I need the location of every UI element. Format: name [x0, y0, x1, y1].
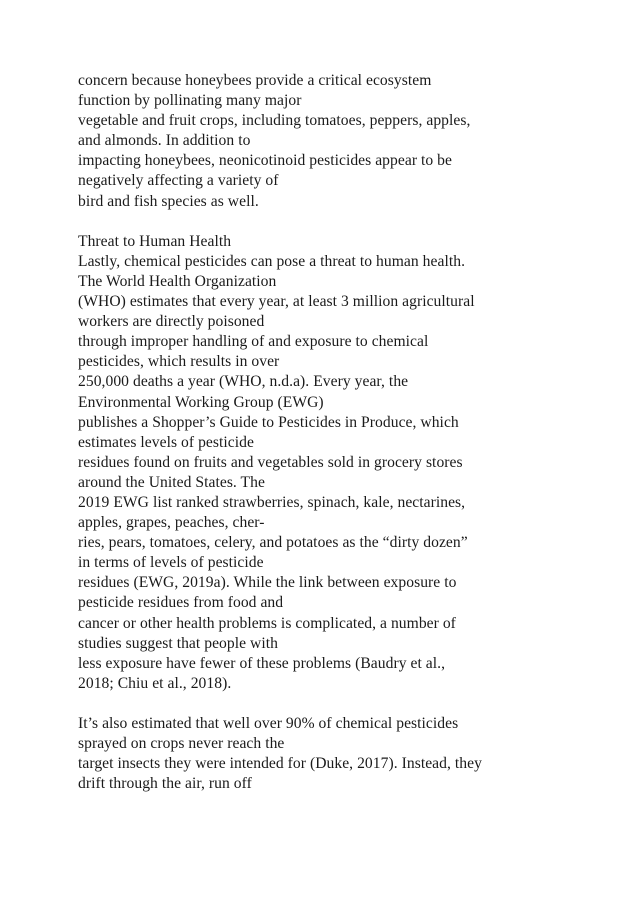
text-line: workers are directly poisoned: [78, 313, 265, 331]
text-line: around the United States. The: [78, 473, 265, 491]
text-line: bird and fish species as well.: [78, 192, 259, 210]
text-line: drift through the air, run off: [78, 775, 252, 793]
text-line: concern because honeybees provide a critical ecosystem: [78, 72, 432, 89]
text-line: apples, grapes, peaches, cher-: [78, 514, 265, 532]
text-line: pesticide residues from food and: [78, 594, 284, 612]
text-line: Environmental Working Group (EWG): [78, 393, 324, 411]
paragraph-spacer: [78, 694, 578, 714]
text-line: Lastly, chemical pesticides can pose a threat to human health.: [78, 252, 466, 270]
paragraph-drift: [78, 714, 578, 794]
text-line: pesticides, which results in over: [78, 353, 280, 371]
text-line: function by pollinating many major: [78, 92, 302, 110]
text-line: residues found on fruits and vegetables sold in grocery stores: [78, 453, 463, 471]
text-line: and almonds. In addition to: [78, 132, 251, 150]
text-line: impacting honeybees, neonicotinoid pesticides appear to be: [78, 152, 453, 170]
text-line: ries, pears, tomatoes, celery, and potatoes as the “dirty dozen”: [78, 534, 468, 552]
text-line: in terms of levels of pesticide: [78, 554, 264, 572]
text-line: 2019 EWG list ranked strawberries, spinach, kale, nectarines,: [78, 493, 466, 511]
paragraph-honeybees: [78, 71, 578, 212]
paragraph-human-health: [78, 252, 578, 694]
text-line: less exposure have fewer of these problems (Baudry et al.,: [78, 654, 446, 672]
text-line: vegetable and fruit crops, including tomatoes, peppers, apples,: [78, 112, 471, 130]
text-line: target insects they were intended for (Duke, 2017). Instead, they: [78, 755, 482, 773]
text-line: 250,000 deaths a year (WHO, n.d.a). Every year, the: [78, 373, 409, 391]
text-line: cancer or other health problems is complicated, a number of: [78, 614, 456, 632]
text-line: 2018; Chiu et al., 2018).: [78, 674, 232, 692]
text-line: It’s also estimated that well over 90% of chemical pesticides: [78, 715, 459, 732]
text-line: studies suggest that people with: [78, 634, 278, 652]
text-line: negatively affecting a variety of: [78, 172, 279, 190]
body-text: [78, 71, 578, 794]
section-heading: Threat to Human Health: [78, 232, 232, 250]
text-line: sprayed on crops never reach the: [78, 735, 285, 753]
paragraph-spacer: [78, 212, 578, 232]
text-line: estimates levels of pesticide: [78, 433, 254, 451]
text-line: The World Health Organization: [78, 272, 277, 290]
text-line: (WHO) estimates that every year, at least 3 million agricultural: [78, 293, 475, 311]
text-line: residues (EWG, 2019a). While the link between exposure to: [78, 574, 457, 592]
text-line: through improper handling of and exposure to chemical: [78, 333, 429, 351]
text-line: publishes a Shopper’s Guide to Pesticides in Produce, which: [78, 413, 459, 431]
